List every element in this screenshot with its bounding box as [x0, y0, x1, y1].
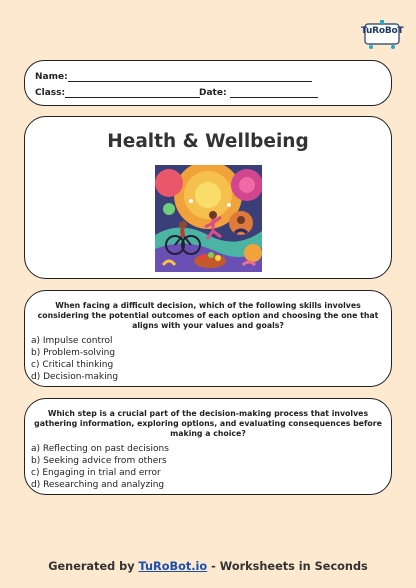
- footer-suffix: - Worksheets in Seconds: [207, 560, 368, 573]
- footer-prefix: Generated by: [48, 560, 139, 573]
- date-blank[interactable]: [230, 88, 318, 98]
- option-b[interactable]: b) Seeking advice from others: [31, 456, 167, 466]
- title-card: [24, 116, 392, 279]
- class-field[interactable]: [35, 88, 200, 98]
- wellbeing-illustration: [155, 165, 262, 272]
- date-field[interactable]: [199, 88, 318, 98]
- question-card-1: [24, 290, 392, 387]
- name-label: Name:: [35, 72, 68, 82]
- class-blank[interactable]: [65, 88, 200, 98]
- option-b[interactable]: b) Problem-solving: [31, 348, 116, 358]
- question-text: When facing a difficult decision, which of the following skills involves considering the potential outcomes of each option and choosing the one that aligns with your values and goals?: [37, 301, 379, 330]
- question-text: Which step is a crucial part of the decision-making process that involves gathering information, exploring options, and evaluating consequences before making a choice?: [34, 409, 382, 438]
- turobot-link[interactable]: TuRoBot.io: [138, 560, 208, 573]
- option-a[interactable]: a) Reflecting on past decisions: [31, 444, 169, 454]
- name-field[interactable]: [35, 72, 312, 82]
- name-blank[interactable]: [68, 72, 312, 82]
- student-info-card: [24, 60, 392, 106]
- logo-text: TuRoBoT: [361, 26, 404, 36]
- footer: [0, 560, 416, 573]
- turobot-logo: [361, 20, 403, 50]
- date-label: Date:: [199, 88, 227, 98]
- option-d[interactable]: d) Researching and analyzing: [31, 480, 165, 490]
- option-c[interactable]: c) Critical thinking: [31, 360, 114, 370]
- question-card-2: [24, 398, 392, 495]
- option-d[interactable]: d) Decision-making: [31, 372, 119, 382]
- option-a[interactable]: a) Impulse control: [31, 336, 113, 346]
- option-c[interactable]: c) Engaging in trial and error: [31, 468, 161, 478]
- worksheet-title: Health & Wellbeing: [107, 131, 309, 152]
- options-list: [31, 443, 169, 491]
- class-label: Class:: [35, 88, 66, 98]
- options-list: [31, 335, 118, 383]
